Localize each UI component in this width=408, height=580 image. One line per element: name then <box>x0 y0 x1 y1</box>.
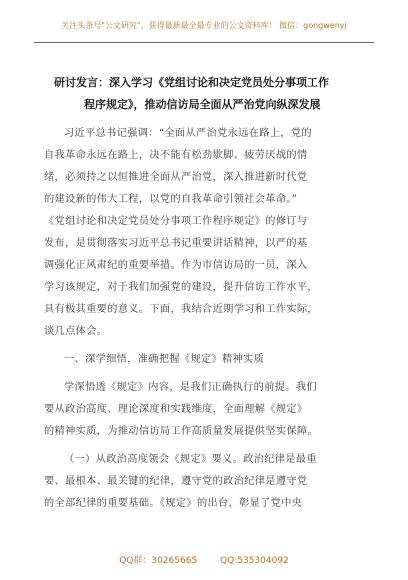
footer-contacts <box>0 553 408 566</box>
footer-qq-group: QQ群：30265665 <box>119 556 198 566</box>
body-line: 谈几点体会。 <box>44 326 108 337</box>
document-title-line-2: 程序规定》，推动信访局全面从严治党向纵深发展 <box>84 98 321 111</box>
body-line: 学习该规定，对于我们加强党的建设，提升信访工作水平， <box>44 282 318 293</box>
body-line: 发布，是贯彻落实习近平总书记重要讲话精神，以严的基 <box>44 238 308 249</box>
document-title-line-1: 研讨发言：深入学习《党组讨论和决定党员处分事项工作 <box>54 76 329 89</box>
body-line: 的全部纪律的重要基础。《规定》的出台，彰显了党中央 <box>44 498 303 509</box>
section-heading: 一、深学细悟，准确把握《规定》精神实质 <box>64 354 265 365</box>
body-line: 要、最根本、最关键的纪律，遵守党的政治纪律是遵守党 <box>44 476 308 487</box>
header-note: 关注头条号"公文研究"，获得最新最全最专业的公文资料库！ 微信：gongwenyj <box>61 21 347 30</box>
footer-qq: QQ:535304092 <box>220 556 289 566</box>
body-line: 调强化正风肃纪的重要举措。作为市信访局的一员，深入 <box>44 260 308 271</box>
body-line: 要从政治高度、理论深度和实践维度，全面理解《规定》 <box>44 404 308 415</box>
body-line: 的精神实质，为推动信访局工作高质量发展提供坚实保障。 <box>44 426 318 437</box>
body-line: 的建设新的伟大工程，以党的自我革命引领社会革命。” <box>44 194 298 205</box>
header-divider <box>34 42 374 43</box>
body-line: 自我革命永远在路上，决不能有松劲歇脚、疲劳厌战的情 <box>44 150 308 161</box>
subsection-line: （一）从政治高度领会《规定》要义。政治纪律是最重 <box>64 454 317 465</box>
body-line: 学深悟透《规定》内容，是我们正确执行的前提。我们 <box>64 382 317 393</box>
body-line: 《党组讨论和决定党员处分事项工作程序规定》的修订与 <box>44 216 308 227</box>
body-line: 绪，必须持之以恒推进全面从严治党，深入推进新时代党 <box>44 172 308 183</box>
body-line: 习近平总书记强调：“全面从严治党永远在路上，党的 <box>64 128 312 139</box>
body-line: 具有极其重要的意义。下面，我结合近期学习和工作实际， <box>44 304 318 315</box>
